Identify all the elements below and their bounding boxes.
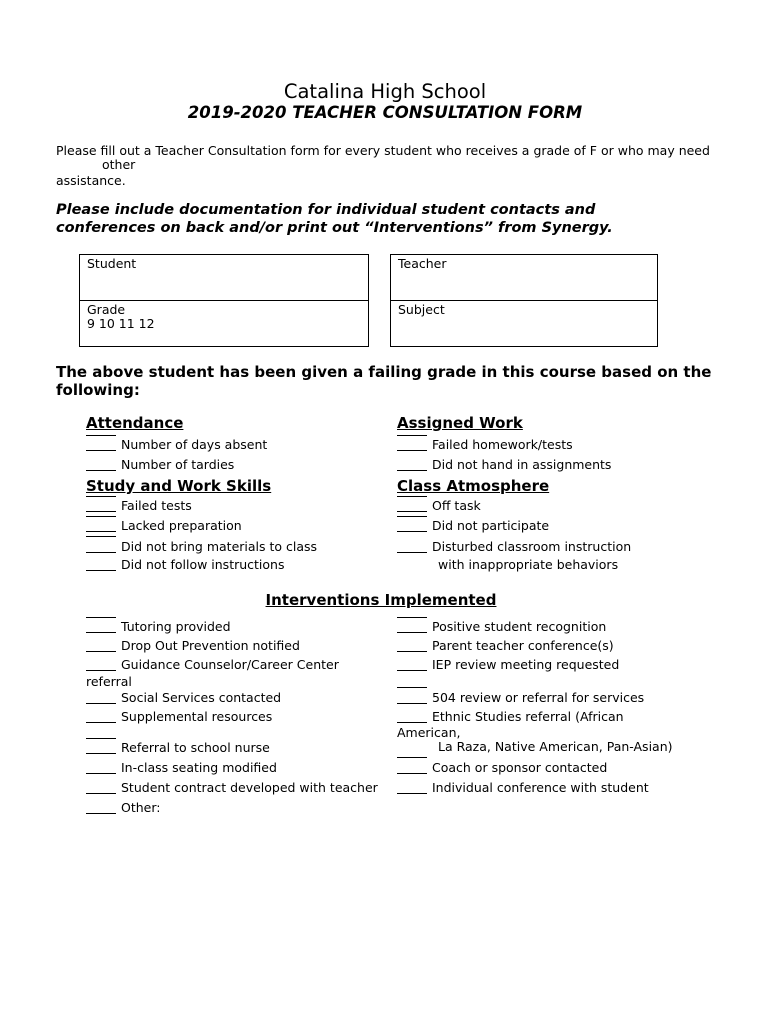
intervention-item[interactable] bbox=[397, 780, 649, 795]
intervention-item-label: Student contract developed with teacher bbox=[121, 780, 378, 795]
interventions-rule bbox=[397, 617, 427, 618]
assigned-work-item-label: Did not hand in assignments bbox=[432, 457, 612, 472]
study-skills-rule bbox=[86, 536, 116, 537]
teacher-label: Teacher bbox=[398, 256, 447, 271]
study-skills-item-label: Failed tests bbox=[121, 498, 192, 513]
intervention-item-label: Referral to school nurse bbox=[121, 740, 270, 755]
assigned-work-item-label: Failed homework/tests bbox=[432, 437, 573, 452]
study-skills-rule bbox=[86, 516, 116, 517]
class-atmosphere-item[interactable] bbox=[397, 539, 631, 554]
interventions-rule bbox=[397, 757, 427, 758]
intervention-item-label: Individual conference with student bbox=[432, 780, 649, 795]
attendance-item-label: Number of days absent bbox=[121, 437, 268, 452]
intervention-item-label: Supplemental resources bbox=[121, 709, 273, 724]
intro-line-3: assistance. bbox=[56, 173, 126, 188]
student-label: Student bbox=[87, 256, 137, 271]
interventions-rule bbox=[86, 617, 116, 618]
interventions-rule bbox=[86, 738, 116, 739]
class-atmosphere-item-label: Off task bbox=[432, 498, 481, 513]
intervention-wrap: American, bbox=[397, 725, 461, 740]
study-skills-rule bbox=[86, 496, 116, 497]
intervention-item-label: Tutoring provided bbox=[121, 619, 231, 634]
intervention-item[interactable] bbox=[86, 760, 277, 775]
grade-options: 9 10 11 12 bbox=[87, 316, 155, 331]
intervention-item-label: Coach or sponsor contacted bbox=[432, 760, 608, 775]
subject-box[interactable] bbox=[390, 300, 658, 347]
intervention-item[interactable] bbox=[397, 709, 624, 724]
intervention-item[interactable] bbox=[86, 780, 378, 795]
intervention-item-label: In-class seating modified bbox=[121, 760, 277, 775]
grade-label: Grade bbox=[87, 302, 126, 317]
class-atmosphere-continuation: with inappropriate behaviors bbox=[438, 557, 619, 572]
attendance-item[interactable] bbox=[86, 457, 234, 472]
study-skills-item-label: Did not bring materials to class bbox=[121, 539, 318, 554]
intervention-item[interactable] bbox=[86, 657, 339, 672]
intervention-item[interactable] bbox=[86, 800, 160, 815]
intervention-item[interactable] bbox=[397, 619, 606, 634]
study-skills-heading: Study and Work Skills bbox=[86, 477, 272, 495]
intervention-item-label: Social Services contacted bbox=[121, 690, 282, 705]
interventions-rule bbox=[397, 687, 427, 688]
attendance-rule bbox=[86, 435, 116, 436]
documentation-note-line-1: Please include documentation for individual student contacts and bbox=[56, 202, 596, 218]
class-atmosphere-item-label: Disturbed classroom instruction bbox=[432, 539, 632, 554]
grade-box[interactable] bbox=[79, 300, 369, 347]
intro-line-2: other bbox=[102, 157, 136, 172]
intervention-item-label: Guidance Counselor/Career Center bbox=[121, 657, 339, 672]
study-skills-item-label: Did not follow instructions bbox=[121, 557, 285, 572]
teacher-box[interactable] bbox=[390, 254, 658, 301]
interventions-heading: Interventions Implemented bbox=[265, 591, 497, 609]
intervention-item-label: 504 review or referral for services bbox=[432, 690, 645, 705]
class-atmosphere-item-label: Did not participate bbox=[432, 518, 550, 533]
intervention-item[interactable] bbox=[397, 760, 607, 775]
school-name: Catalina High School bbox=[283, 80, 487, 103]
intervention-item[interactable] bbox=[86, 638, 300, 653]
class-atmosphere-rule bbox=[397, 496, 427, 497]
assigned-work-rule bbox=[397, 435, 427, 436]
study-skills-item[interactable] bbox=[86, 518, 242, 533]
intervention-item[interactable] bbox=[86, 619, 231, 634]
study-skills-item[interactable] bbox=[86, 557, 285, 572]
intervention-item-label: Other: bbox=[121, 800, 161, 815]
intro-line-1: Please fill out a Teacher Consultation form for every student who receives a grade of F or who may need bbox=[56, 143, 710, 158]
intervention-item-label: Parent teacher conference(s) bbox=[432, 638, 614, 653]
intervention-item[interactable] bbox=[397, 657, 619, 672]
class-atmosphere-heading: Class Atmosphere bbox=[397, 477, 550, 495]
intervention-wrap: referral bbox=[86, 674, 132, 689]
form-title: 2019-2020 TEACHER CONSULTATION FORM bbox=[187, 103, 583, 122]
intervention-item-label: Positive student recognition bbox=[432, 619, 607, 634]
class-atmosphere-item[interactable] bbox=[397, 498, 481, 513]
subject-label: Subject bbox=[398, 302, 445, 317]
class-atmosphere-item[interactable] bbox=[397, 518, 549, 533]
assigned-work-heading: Assigned Work bbox=[397, 414, 523, 432]
intervention-item-label: Ethnic Studies referral (African bbox=[432, 709, 624, 724]
study-skills-item-label: Lacked preparation bbox=[121, 518, 242, 533]
attendance-heading: Attendance bbox=[86, 414, 184, 432]
class-atmosphere-rule bbox=[397, 516, 427, 517]
intervention-item[interactable] bbox=[86, 690, 281, 705]
intervention-item[interactable] bbox=[397, 690, 644, 705]
intervention-item-label: IEP review meeting requested bbox=[432, 657, 620, 672]
intervention-wrap: La Raza, Native American, Pan-Asian) bbox=[438, 739, 673, 754]
study-skills-item[interactable] bbox=[86, 539, 317, 554]
attendance-item[interactable] bbox=[86, 437, 267, 452]
intervention-item-label: Drop Out Prevention notified bbox=[121, 638, 300, 653]
failing-statement-line-2: following: bbox=[56, 381, 140, 399]
intervention-item[interactable] bbox=[86, 709, 272, 724]
failing-statement-line-1: The above student has been given a failing grade in this course based on the bbox=[56, 363, 712, 381]
attendance-item-label: Number of tardies bbox=[121, 457, 235, 472]
intervention-item[interactable] bbox=[397, 638, 614, 653]
assigned-work-item[interactable] bbox=[397, 457, 611, 472]
intervention-item[interactable] bbox=[86, 740, 270, 755]
study-skills-item[interactable] bbox=[86, 498, 192, 513]
student-box[interactable] bbox=[79, 254, 369, 301]
documentation-note-line-2: conferences on back and/or print out “Interventions” from Synergy. bbox=[56, 220, 613, 236]
assigned-work-item[interactable] bbox=[397, 437, 573, 452]
